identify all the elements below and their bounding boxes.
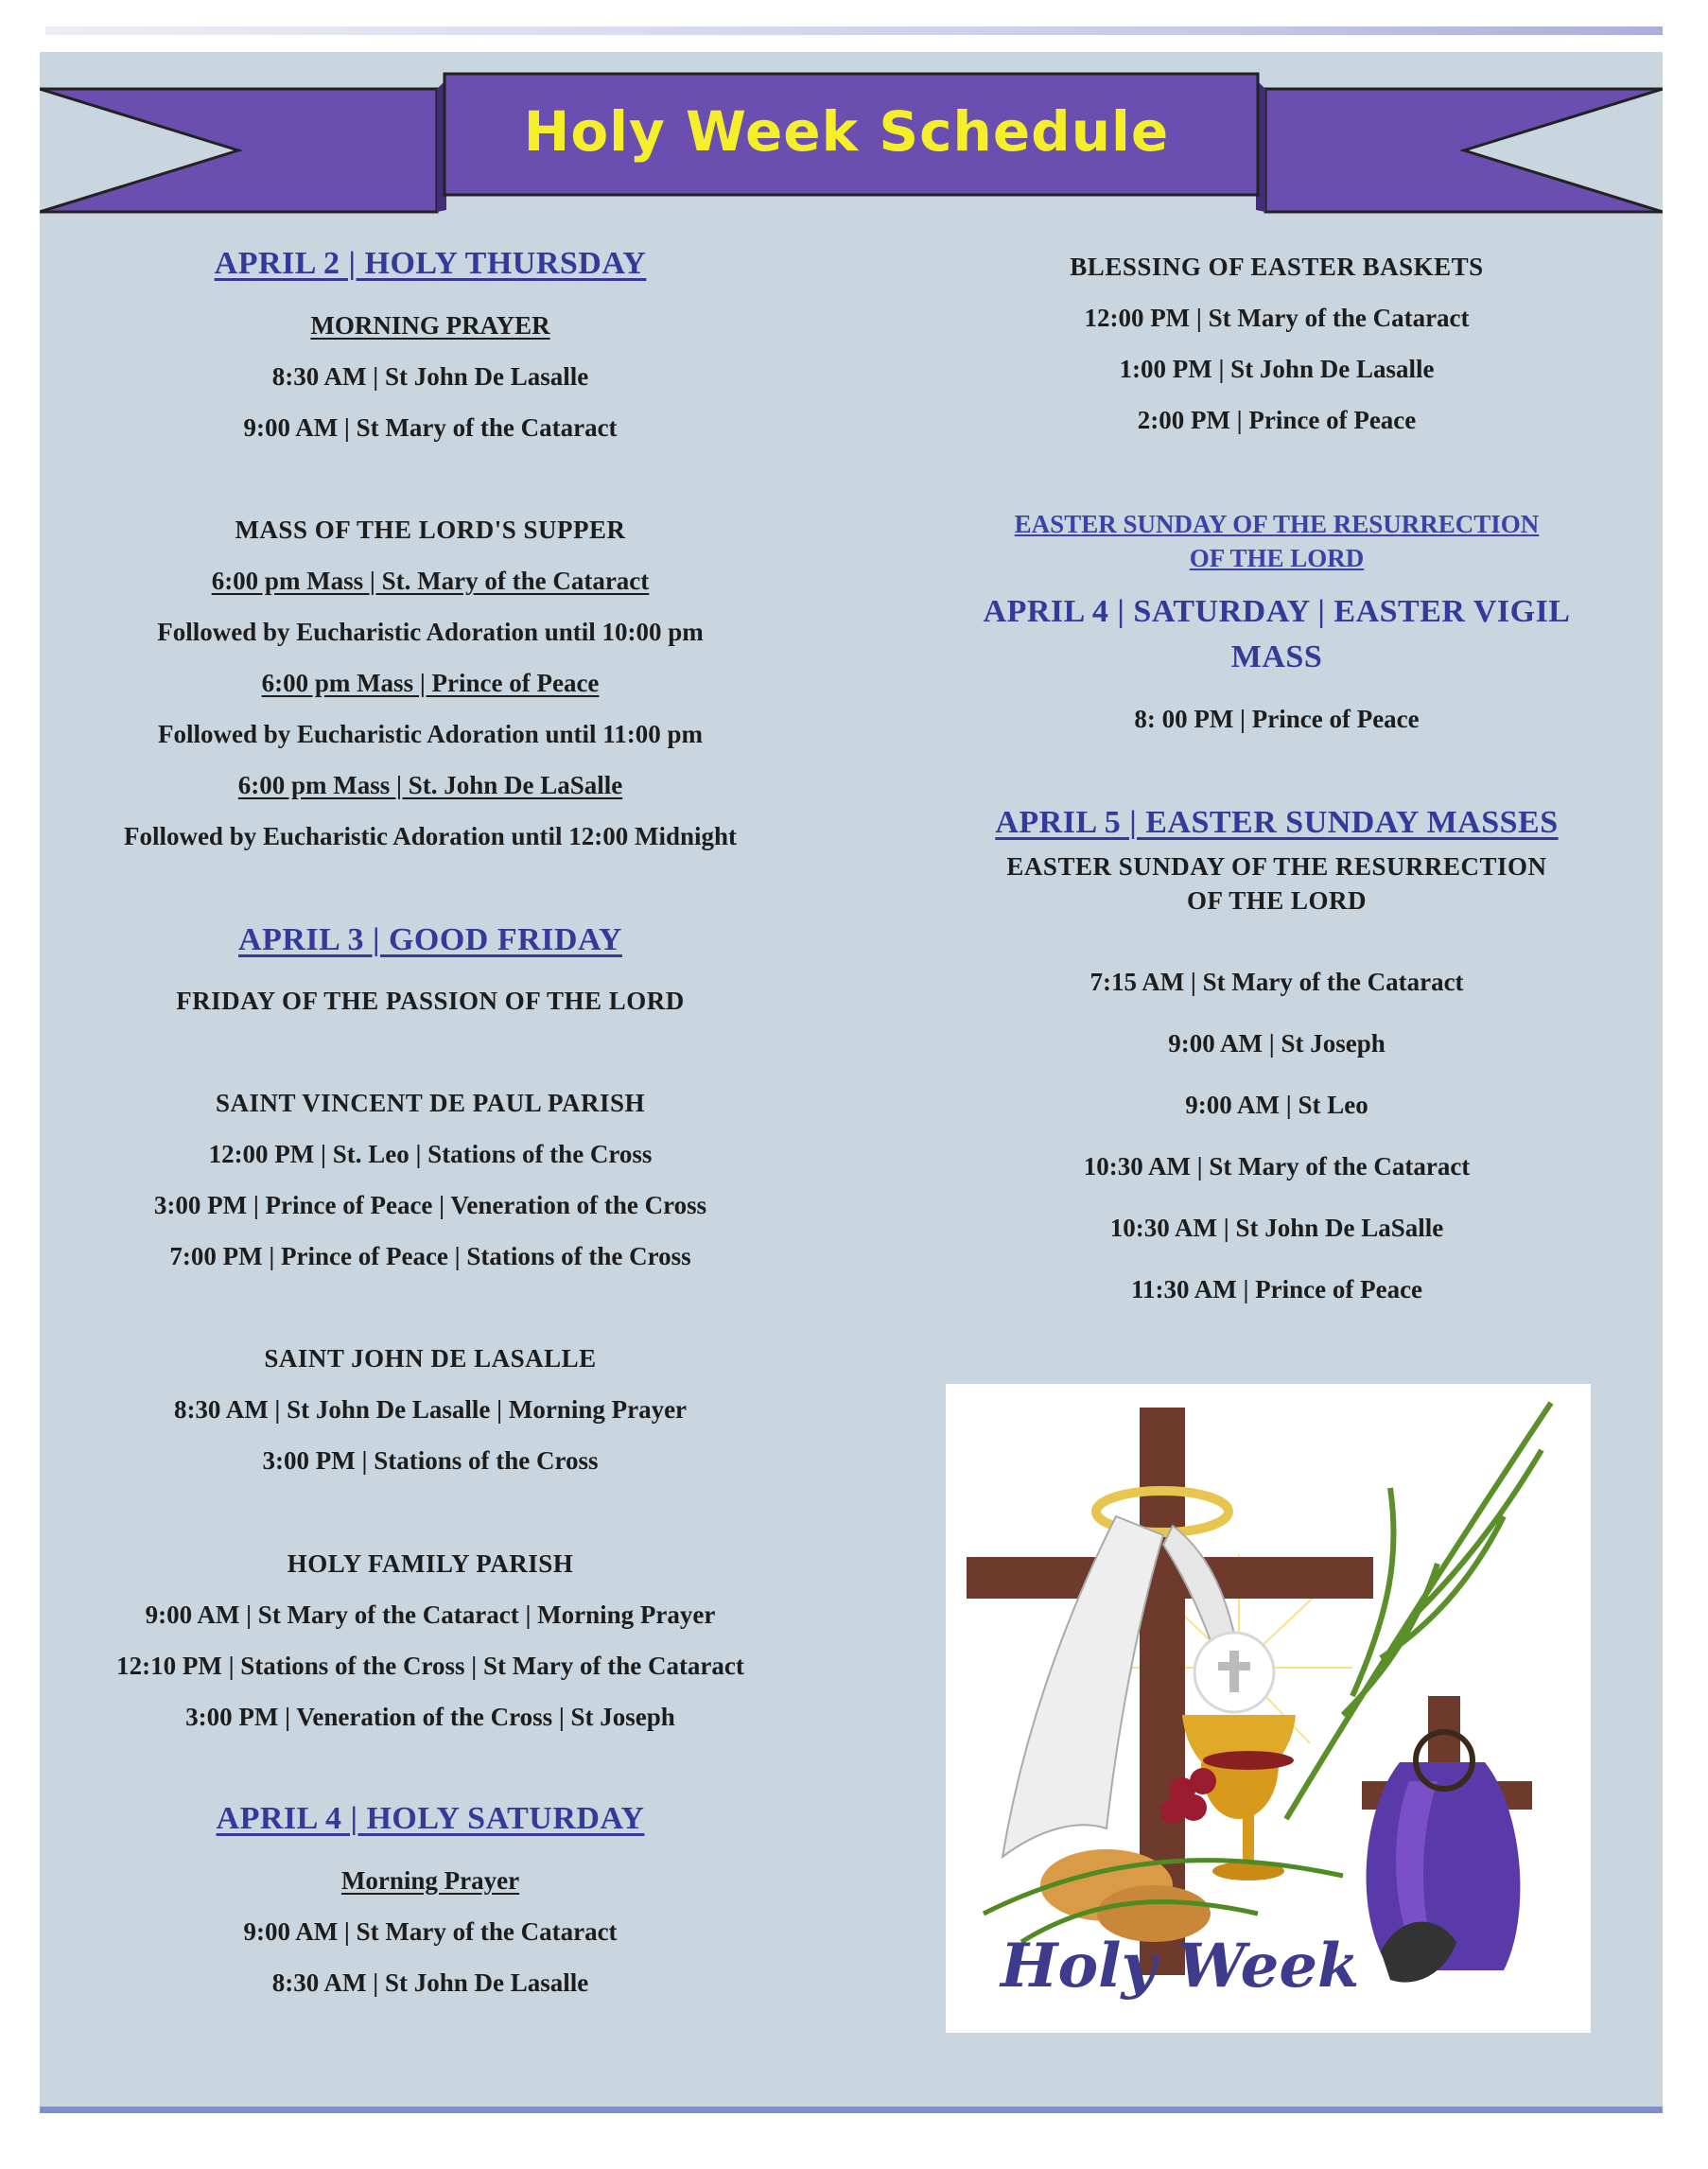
schedule-line: 1:00 PM | St John De Lasalle <box>1119 355 1435 383</box>
resurrection-link[interactable]: EASTER SUNDAY OF THE RESURRECTION <box>1014 510 1540 538</box>
top-rule <box>45 26 1663 35</box>
schedule-line: 7:15 AM | St Mary of the Cataract <box>1089 968 1464 996</box>
morning-prayer-label: Morning Prayer <box>340 1866 520 1895</box>
easter-sunday-subtitle: EASTER SUNDAY OF THE RESURRECTION <box>1006 852 1547 881</box>
schedule-line: 9:00 AM | St Mary of the Cataract <box>243 413 618 442</box>
holy-saturday-heading: APRIL 4 | HOLY SATURDAY <box>216 1801 645 1836</box>
holy-week-caption: Holy Week <box>1001 1931 1360 2002</box>
easter-vigil-heading: APRIL 4 | SATURDAY | EASTER VIGIL <box>983 594 1571 629</box>
adoration-note: Followed by Eucharistic Adoration until 10:00 pm <box>157 618 704 646</box>
holy-week-illustration <box>946 1384 1591 2033</box>
svdp-parish-label: SAINT VINCENT DE PAUL PARISH <box>215 1089 646 1117</box>
schedule-line: 12:00 PM | St Mary of the Cataract <box>1084 304 1470 332</box>
bottom-rule <box>40 2107 1663 2113</box>
schedule-line: 7:00 PM | Prince of Peace | Stations of the Cross <box>169 1242 691 1270</box>
mass-line: 6:00 pm Mass | St. Mary of the Cataract <box>211 567 650 595</box>
schedule-line: 9:00 AM | St Mary of the Cataract <box>243 1917 618 1946</box>
easter-sunday-heading: APRIL 5 | EASTER SUNDAY MASSES <box>995 805 1559 840</box>
mass-line: 6:00 pm Mass | St. John De LaSalle <box>237 771 623 799</box>
schedule-line: 3:00 PM | Prince of Peace | Veneration of the Cross <box>153 1191 707 1219</box>
schedule-line: 9:00 AM | St Joseph <box>1168 1029 1386 1058</box>
passion-subtitle: FRIDAY OF THE PASSION OF THE LORD <box>176 987 685 1015</box>
schedule-line: 10:30 AM | St Mary of the Cataract <box>1083 1152 1471 1181</box>
schedule-line: 3:00 PM | Stations of the Cross <box>262 1446 599 1475</box>
schedule-line: 9:00 AM | St Leo <box>1185 1091 1368 1119</box>
good-friday-heading: APRIL 3 | GOOD FRIDAY <box>238 922 622 957</box>
schedule-line: 12:10 PM | Stations of the Cross | St Mary of the Cataract <box>116 1652 744 1680</box>
adoration-note: Followed by Eucharistic Adoration until 11:00 pm <box>157 720 704 748</box>
schedule-line: 12:00 PM | St. Leo | Stations of the Cross <box>208 1140 653 1168</box>
schedule-line: 8: 00 PM | Prince of Peace <box>1134 705 1420 733</box>
schedule-line: 3:00 PM | Veneration of the Cross | St Joseph <box>185 1703 675 1731</box>
adoration-note: Followed by Eucharistic Adoration until 12:00 Midnight <box>123 822 738 850</box>
easter-vigil-heading-cont: MASS <box>1230 639 1323 674</box>
schedule-line: 8:30 AM | St John De Lasalle <box>271 362 589 391</box>
morning-prayer-label: MORNING PRAYER <box>310 311 550 340</box>
schedule-line: 8:30 AM | St John De Lasalle | Morning Prayer <box>173 1395 688 1424</box>
schedule-line: 10:30 AM | St John De LaSalle <box>1109 1214 1444 1242</box>
easter-sunday-subtitle-cont: OF THE LORD <box>1186 886 1368 915</box>
mass-line: 6:00 pm Mass | Prince of Peace <box>261 669 600 697</box>
schedule-line: 8:30 AM | St John De Lasalle <box>271 1968 589 1997</box>
schedule-line: 2:00 PM | Prince of Peace <box>1137 406 1417 434</box>
resurrection-link-cont[interactable]: OF THE LORD <box>1189 544 1365 572</box>
lords-supper-label: MASS OF THE LORD'S SUPPER <box>235 516 626 544</box>
sjdl-label: SAINT JOHN DE LASALLE <box>264 1344 597 1373</box>
holy-thursday-heading: APRIL 2 | HOLY THURSDAY <box>214 246 647 281</box>
easter-baskets-label: BLESSING OF EASTER BASKETS <box>1070 253 1484 281</box>
schedule-line: 11:30 AM | Prince of Peace <box>1130 1275 1423 1303</box>
page-title: Holy Week Schedule <box>523 99 1170 164</box>
schedule-line: 9:00 AM | St Mary of the Cataract | Morning Prayer <box>145 1601 716 1629</box>
holy-family-label: HOLY FAMILY PARISH <box>287 1549 574 1578</box>
